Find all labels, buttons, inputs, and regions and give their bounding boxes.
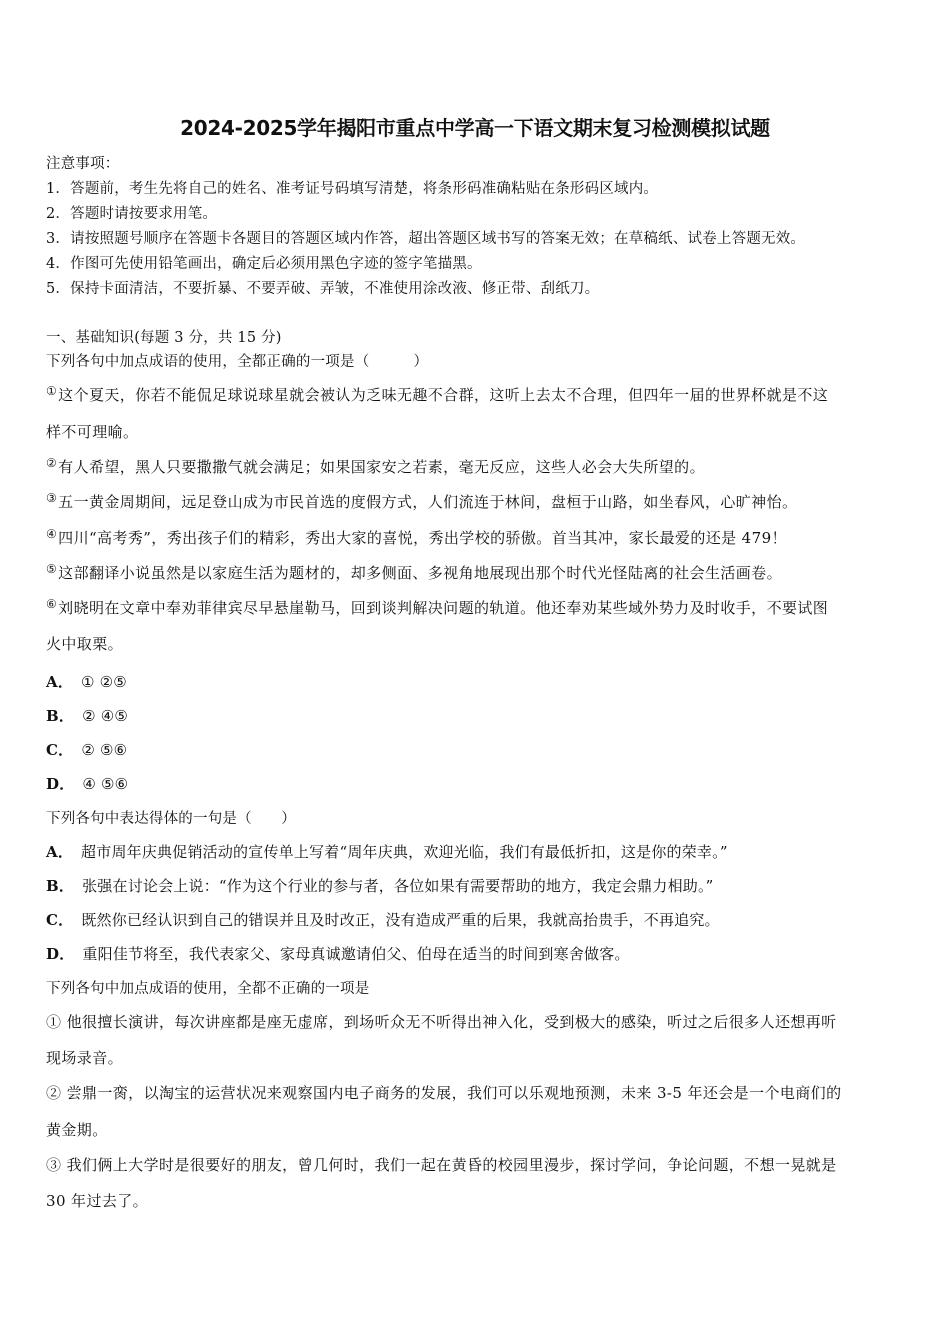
answer-option-b[interactable]	[46, 875, 714, 896]
notice-heading: 注意事项：	[46, 156, 120, 172]
item-text: 刘晓明在文章中奉劝菲律宾尽早悬崖勒马，回到谈判解决问题的轨道。他还奉劝某些域外势力及时收手，不要试图	[58, 599, 829, 617]
item-text: 四川“高考秀”，秀出孩子们的精彩，秀出大家的喜悦，秀出学校的骄傲。首当其冲，家长最爱的还是 479！	[58, 529, 787, 547]
item-number: ③	[46, 491, 58, 505]
list-item	[46, 527, 787, 548]
list-item	[46, 562, 782, 583]
list-item	[46, 597, 828, 618]
option-key: A．	[46, 843, 74, 861]
option-key: D．	[46, 775, 75, 793]
option-text: ② ④⑤	[82, 707, 129, 725]
notice-item: 5．保持卡面清洁，不要折暴、不要弄破、弄皱，不准使用涂改液、修正带、刮纸刀。	[46, 281, 600, 297]
answer-option-c[interactable]	[46, 909, 720, 930]
option-text: 超市周年庆典促销活动的宣传单上写着“周年庆典，欢迎光临，我们有最低折扣，这是你的荣幸。”	[81, 843, 728, 861]
answer-option-a[interactable]	[46, 671, 127, 692]
notice-item: 3．请按照题号顺序在答题卡各题目的答题区域内作答，超出答题区域书写的答案无效；在草稿纸、试卷上答题无效。	[46, 231, 806, 247]
answer-option-c[interactable]	[46, 739, 127, 760]
option-text: ② ⑤⑥	[81, 741, 128, 759]
item-number: ⑥	[46, 597, 58, 611]
item-text: 五一黄金周期间，远足登山成为市民首选的度假方式，人们流连于林间，盘桓于山路，如坐春风，心旷神怡。	[58, 493, 798, 511]
list-item: ① 他很擅长演讲，每次讲座都是座无虚席，到场听众无不听得出神入化，受到极大的感染，听过之后很多人还想再听	[46, 1013, 837, 1031]
option-key: A．	[46, 673, 74, 691]
item-number: ④	[46, 527, 58, 541]
notice-item: 2．答题时请按要求用笔。	[46, 206, 218, 222]
answer-option-d[interactable]	[46, 943, 630, 964]
item-text-continued: 火中取栗。	[46, 635, 124, 653]
option-key: C．	[46, 911, 74, 929]
item-number: ①	[46, 384, 58, 398]
list-item: ② 尝鼎一脔，以淘宝的运营状况来观察国内电子商务的发展，我们可以乐观地预测，未来 3-5 年还会是一个电商们的	[46, 1084, 842, 1102]
option-key: B．	[46, 707, 75, 725]
notice-item: 1．答题前，考生先将自己的姓名、准考证号码填写清楚，将条形码准确粘贴在条形码区域内。	[46, 181, 659, 197]
question-stem: 下列各句中加点成语的使用，全都不正确的一项是	[46, 981, 370, 997]
item-number: ②	[46, 456, 58, 470]
item-text-continued: 现场录音。	[46, 1049, 124, 1067]
list-item	[46, 456, 705, 477]
item-number: ⑤	[46, 562, 58, 576]
option-text: ④ ⑤⑥	[82, 775, 129, 793]
item-text-continued: 样不可理喻。	[46, 423, 139, 441]
item-text: 这个夏天，你若不能侃足球说球星就会被认为乏味无趣不合群，这听上去太不合理，但四年一届的世界杯就是不这	[58, 386, 829, 404]
item-text: 有人希望，黑人只要撒撒气就会满足；如果国家安之若素，毫无反应，这些人必会大失所望的。	[58, 458, 705, 476]
item-text-continued: 黄金期。	[46, 1121, 108, 1139]
list-item	[46, 384, 828, 405]
section-heading: 一、基础知识(每题 3 分，共 15 分)	[46, 330, 282, 346]
item-text: 这部翻译小说虽然是以家庭生活为题材的，却多侧面、多视角地展现出那个时代光怪陆离的社会生活画卷。	[58, 564, 782, 582]
page-title: 2024-2025学年揭阳市重点中学高一下语文期末复习检测模拟试题	[180, 116, 770, 140]
item-text-continued: 30 年过去了。	[46, 1192, 149, 1210]
option-text: ① ②⑤	[81, 673, 127, 691]
option-key: D．	[46, 945, 75, 963]
answer-option-a[interactable]	[46, 841, 728, 862]
question-stem: 下列各句中加点成语的使用，全都正确的一项是（ ）	[46, 354, 429, 370]
option-key: C．	[46, 741, 74, 759]
option-text: 张强在讨论会上说：“作为这个行业的参与者，各位如果有需要帮助的地方，我定会鼎力相助。”	[82, 877, 714, 895]
answer-option-d[interactable]	[46, 773, 128, 794]
notice-item: 4．作图可先使用铅笔画出，确定后必须用黑色字迹的签字笔描黑。	[46, 256, 482, 272]
question-stem: 下列各句中表达得体的一句是（ ）	[46, 811, 296, 827]
option-text: 既然你已经认识到自己的错误并且及时改正，没有造成严重的后果，我就高抬贵手，不再追究。	[81, 911, 720, 929]
option-key: B．	[46, 877, 75, 895]
answer-option-b[interactable]	[46, 705, 128, 726]
list-item	[46, 491, 797, 512]
option-text: 重阳佳节将至，我代表家父、家母真诚邀请伯父、伯母在适当的时间到寒舍做客。	[82, 945, 630, 963]
list-item: ③ 我们俩上大学时是很要好的朋友，曾几何时，我们一起在黄昏的校园里漫步，探讨学问，争论问题，不想一晃就是	[46, 1156, 837, 1174]
